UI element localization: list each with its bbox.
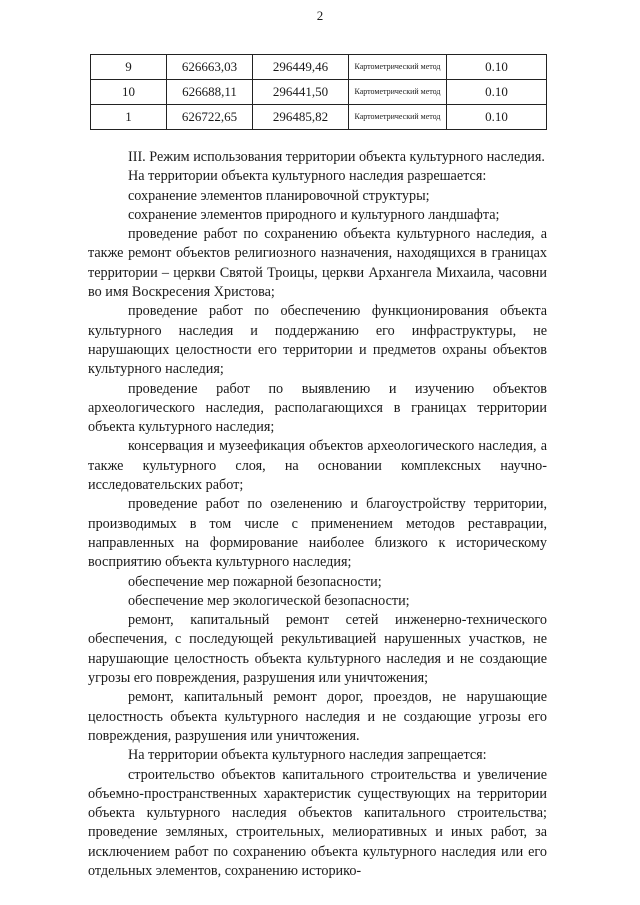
document-body	[88, 148, 547, 881]
x-coordinate-cell: 626722,65	[167, 105, 253, 130]
table-row	[91, 80, 547, 105]
paragraph: сохранение элементов природного и культурного ландшафта;	[128, 206, 500, 223]
point-number-cell: 10	[91, 80, 167, 105]
accuracy-cell: 0.10	[447, 105, 547, 130]
table-row	[91, 55, 547, 80]
paragraph: ремонт, капитальный ремонт дорог, проездов, не нарушающие целостность объекта культурного наследия и не создающие угрозы его повреждения, разрушения или уничтожения.	[88, 689, 547, 744]
paragraph: На территории объекта культурного наследия разрешается:	[128, 168, 487, 185]
table-row	[91, 105, 547, 130]
paragraph: сохранение элементов планировочной структуры;	[128, 187, 430, 204]
coordinates-table	[90, 54, 547, 130]
method-cell: Картометрический метод	[349, 105, 447, 130]
point-number-cell: 9	[91, 55, 167, 80]
paragraph: строительство объектов капитального строительства и увеличение объемно-пространственных характеристик существующих на территории объекта культурного наследия объектов капитального строительства; проведение земляных, строительных, мелиоративных и иных работ, за исключением работ по сохранению объекта культурного наследия или его отдельных элементов, сохранению историко-	[88, 766, 547, 879]
paragraph: проведение работ по выявлению и изучению объектов археологического наследия, располагающихся в границах территории объекта культурного наследия;	[88, 380, 547, 436]
method-cell: Картометрический метод	[349, 80, 447, 105]
paragraph: проведение работ по обеспечению функционирования объекта культурного наследия и поддержанию его инфраструктуры, не нарушающих целостности его территории и предметов охраны объектов культурного наследия;	[88, 303, 547, 378]
y-coordinate-cell: 296449,46	[253, 55, 349, 80]
paragraph: обеспечение мер экологической безопасности;	[128, 592, 410, 609]
paragraph: проведение работ по озеленению и благоустройству территории, производимых в том числе с применением методов реставрации, направленных на формирование наиболее близкого к историческому восприятию объекта культурного наследия;	[88, 496, 547, 571]
paragraph: ремонт, капитальный ремонт сетей инженерно-технического обеспечения, с последующей рекультивацией нарушенных участков, не нарушающие целостность объекта культурного наследия и не создающие угрозы его повреждения, разрушения или уничтожения;	[88, 612, 547, 687]
y-coordinate-cell: 296485,82	[253, 105, 349, 130]
paragraph: проведение работ по сохранению объекта культурного наследия, а также ремонт объектов религиозного назначения, находящихся в границах территории – церкви Святой Троицы, церкви Архангела Михаила, часовни во имя Воскресения Христова;	[88, 226, 547, 301]
page-number: 2	[316, 8, 324, 23]
accuracy-cell: 0.10	[447, 80, 547, 105]
paragraph: обеспечение мер пожарной безопасности;	[128, 573, 382, 590]
x-coordinate-cell: 626663,03	[167, 55, 253, 80]
point-number-cell: 1	[91, 105, 167, 130]
paragraph: На территории объекта культурного наследия запрещается:	[128, 747, 487, 764]
paragraph: консервация и музеефикация объектов археологического наследия, а также культурного слоя, на основании комплексных научно-исследовательских работ;	[88, 438, 547, 494]
section-heading: III. Режим использования территории объекта культурного наследия.	[128, 149, 545, 165]
y-coordinate-cell: 296441,50	[253, 80, 349, 105]
accuracy-cell: 0.10	[447, 55, 547, 80]
x-coordinate-cell: 626688,11	[167, 80, 253, 105]
method-cell: Картометрический метод	[349, 55, 447, 80]
